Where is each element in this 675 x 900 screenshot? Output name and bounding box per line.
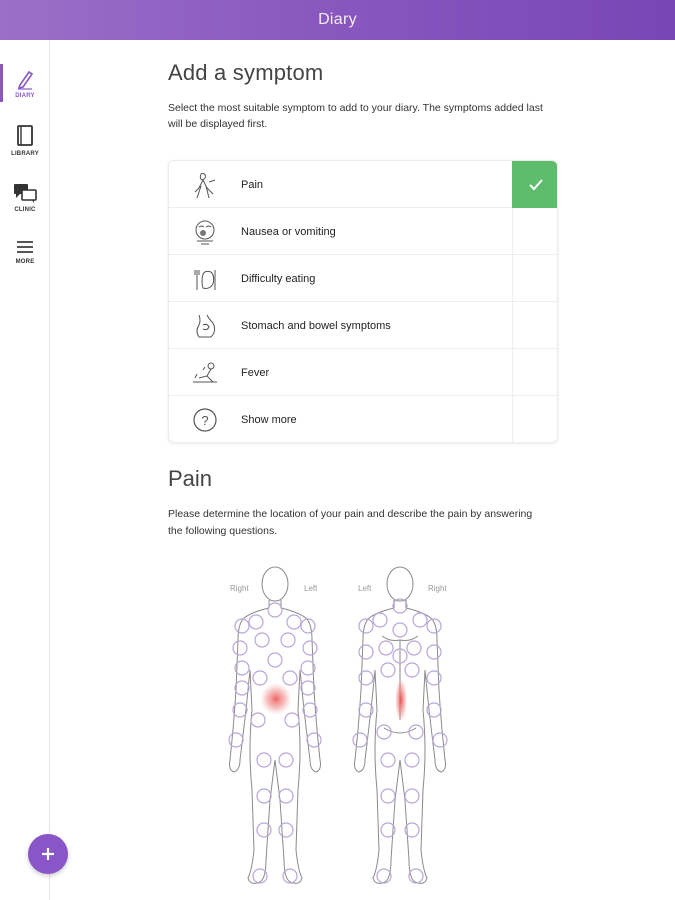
chat-icon [13,182,37,204]
symptom-select-toggle[interactable] [512,255,558,302]
checkmark-icon [528,178,544,192]
front-pain-points [229,603,321,883]
back-pain-marker [395,678,407,722]
eating-icon [189,264,221,294]
symptom-label: Show more [241,413,297,426]
symptom-row-pain[interactable] [169,161,558,208]
add-symptom-title: Add a symptom [168,60,324,85]
pain-body-map[interactable] [212,560,472,895]
pain-icon [189,170,221,200]
sidebar [0,40,50,900]
add-symptom-description: Select the most suitable symptom to add to your diary. The symptoms added last will be displayed first. [168,102,543,130]
back-body-figure [355,567,446,883]
front-body-figure [230,567,321,883]
back-right-label: Right [428,584,447,593]
symptom-select-toggle[interactable] [512,208,558,255]
pain-description: Please determine the location of your pain and describe the pain by answering the following questions. [168,508,533,537]
pencil-icon [14,68,36,90]
sidebar-item-label: LIBRARY [11,151,39,157]
book-icon [14,124,36,148]
fever-icon [189,358,221,388]
sidebar-item-clinic[interactable] [0,182,50,213]
sidebar-item-more[interactable] [0,238,50,265]
symptom-row-difficulty-eating[interactable] [169,255,558,302]
nausea-icon [189,217,221,247]
symptom-row-show-more[interactable] [169,396,558,443]
front-left-label: Left [304,584,318,593]
plus-icon [40,846,56,862]
front-right-label: Right [230,584,249,593]
top-bar [0,0,675,40]
back-left-label: Left [358,584,372,593]
pain-title: Pain [168,466,213,491]
stomach-icon [189,311,221,341]
symptom-select-toggle[interactable] [512,396,558,443]
sidebar-item-label: CLINIC [14,207,36,213]
front-pain-marker [260,683,292,715]
symptom-label: Difficulty eating [241,272,316,285]
question-icon [189,405,221,435]
symptom-list [168,160,558,443]
symptom-label: Stomach and bowel symptoms [241,319,391,332]
symptom-select-toggle[interactable] [512,349,558,396]
symptom-row-nausea[interactable] [169,208,558,255]
sidebar-item-library[interactable] [0,124,50,157]
sidebar-item-label: MORE [15,259,35,265]
symptom-row-fever[interactable] [169,349,558,396]
svg-text:?: ? [201,413,209,428]
symptom-select-toggle[interactable] [512,302,558,349]
page-title: Diary [318,11,357,28]
body-figures [212,560,472,895]
sidebar-item-label: DIARY [15,93,35,99]
symptom-label: Pain [241,178,264,191]
menu-icon [15,238,35,256]
symptom-label: Fever [241,366,270,379]
sidebar-item-diary[interactable] [0,68,50,99]
add-button[interactable] [28,834,68,874]
symptom-row-stomach-bowel[interactable] [169,302,558,349]
symptom-label: Nausea or vomiting [241,225,336,238]
symptom-select-toggle[interactable] [512,161,558,208]
add-symptom-section [168,60,560,132]
